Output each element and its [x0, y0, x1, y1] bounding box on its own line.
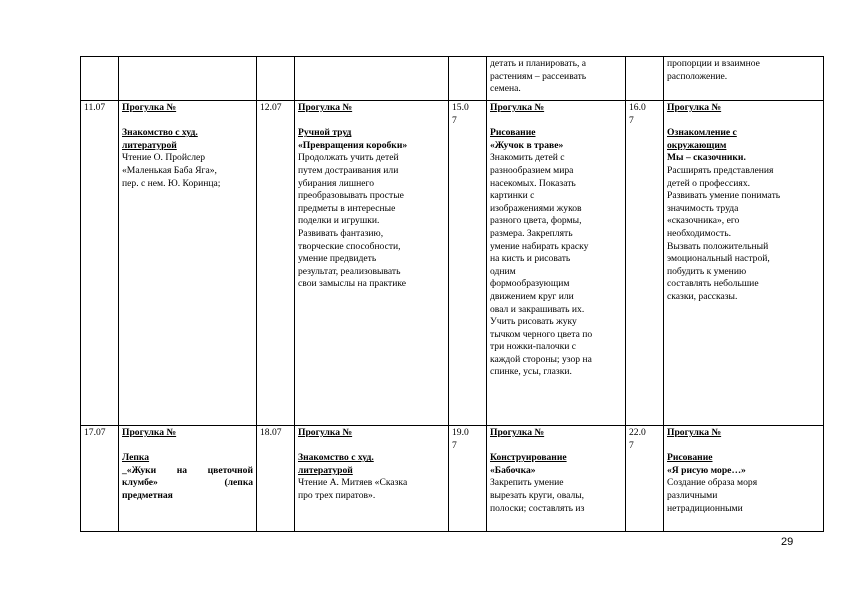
- text-line: Развивать фантазию,: [298, 227, 384, 239]
- text-line: три ножки-палочки с: [490, 341, 577, 353]
- text-line: Чтение О. Пройслер: [122, 152, 206, 164]
- text-line: детей о профессиях.: [667, 177, 751, 189]
- walk-title: Прогулка №: [122, 102, 177, 113]
- date-cell: [81, 101, 119, 426]
- text-line: движением круг или: [490, 290, 574, 302]
- walk-title: Прогулка №: [667, 427, 722, 438]
- text-line: «сказочника», его: [667, 215, 740, 227]
- date-cell: [257, 426, 295, 532]
- text-line: эмоциональный настрой,: [667, 253, 770, 265]
- date-cell: [449, 57, 487, 101]
- page-number: 29: [781, 536, 794, 548]
- text-line: растениям – рассеивать: [490, 70, 587, 82]
- text-line: Учить рисовать жуку: [490, 316, 577, 328]
- text-line: Закрепить умение: [490, 477, 564, 489]
- text-line: Развивать умение понимать: [667, 190, 781, 202]
- text-line: Знакомить детей с: [490, 152, 565, 164]
- text-line: вырезать круги, овалы,: [490, 489, 585, 501]
- weekly-plan-table: [80, 56, 824, 532]
- activity-cell: [119, 426, 257, 532]
- text-line: нетрадиционными: [667, 502, 743, 514]
- date-cell: [449, 101, 487, 426]
- activity-subtitle: «Жучок в траве»: [490, 139, 564, 151]
- activity-cell: [487, 101, 626, 426]
- walk-title: Прогулка №: [122, 427, 177, 438]
- text-line: Чтение А. Митяев «Сказка: [298, 477, 408, 489]
- date-cell: [257, 101, 295, 426]
- text-line: спинке, усы, глазки.: [490, 366, 572, 378]
- date-label: 22.0: [629, 427, 646, 438]
- text-line: каждой стороны; узор на: [490, 353, 592, 365]
- date-label: 12.07: [260, 102, 282, 113]
- text-line: изображениями жуков: [490, 202, 582, 214]
- date-label: 16.0: [629, 102, 646, 113]
- text-line: расположение.: [667, 70, 728, 82]
- text-line: убирания лишнего: [298, 177, 375, 189]
- date-cell: [626, 57, 664, 101]
- text-line: формообразующим: [490, 278, 570, 290]
- text-line: умение предвидеть: [298, 253, 377, 265]
- date-label: 7: [452, 114, 457, 126]
- date-label: 7: [629, 114, 634, 126]
- text-line: Вызвать положительный: [667, 240, 769, 252]
- text-line: полоски; составлять из: [490, 502, 585, 514]
- text-line: детать и планировать, а: [490, 58, 587, 69]
- activity-cell: [119, 101, 257, 426]
- table-row: [81, 57, 824, 101]
- text-line: сказки, рассказы.: [667, 290, 738, 302]
- date-cell: [257, 57, 295, 101]
- text-line: поделки и игрушки.: [298, 215, 380, 227]
- date-label: 7: [452, 439, 457, 451]
- text-line: картинки с: [490, 190, 535, 202]
- date-cell: [81, 426, 119, 532]
- topic-line: Знакомство с худ.: [122, 127, 198, 139]
- text-line: пропорции и взаимное: [667, 58, 760, 69]
- text-line: результат, реализовывать: [298, 265, 401, 277]
- table-row: [81, 426, 824, 532]
- text-line: разнообразием мира: [490, 164, 574, 176]
- text-line: побудить к умению: [667, 265, 747, 277]
- walk-title: Прогулка №: [490, 427, 545, 438]
- activity-subtitle: клумбе» (лепка: [122, 477, 253, 489]
- activity-subtitle: Мы – сказочники.: [667, 152, 746, 164]
- activity-subtitle: предметная: [122, 489, 173, 501]
- table-row: [81, 101, 824, 426]
- date-cell: [626, 101, 664, 426]
- text-line: размера. Закреплять: [490, 227, 573, 239]
- text-line: Создание образа моря: [667, 477, 758, 489]
- activity-cell: [295, 426, 449, 532]
- text-line: значимость труда: [667, 202, 739, 214]
- date-label: 19.0: [452, 427, 469, 438]
- activity-subtitle: «Превращения коробки»: [298, 139, 408, 151]
- text-line: про трех пиратов».: [298, 489, 376, 501]
- walk-title: Прогулка №: [667, 102, 722, 113]
- date-label: 18.07: [260, 427, 282, 438]
- topic-line: литературой: [122, 139, 177, 151]
- text-line: творческие способности,: [298, 240, 401, 252]
- activity-cell: [119, 57, 257, 101]
- text-line: Расширять представления: [667, 164, 774, 176]
- topic-line: Рисование: [490, 127, 536, 139]
- activity-cell: [295, 101, 449, 426]
- topic-line: Рисование: [667, 452, 713, 464]
- activity-cell: [487, 57, 626, 101]
- walk-title: Прогулка №: [298, 427, 353, 438]
- text-line: составлять небольшие: [667, 278, 759, 290]
- activity-cell: [664, 101, 824, 426]
- topic-line: Конструирование: [490, 452, 567, 464]
- text-line: разного цвета, формы,: [490, 215, 582, 227]
- walk-title: Прогулка №: [298, 102, 353, 113]
- date-label: 17.07: [84, 427, 106, 438]
- date-cell: [449, 426, 487, 532]
- date-label: 11.07: [84, 102, 106, 113]
- activity-subtitle: «Я рисую море…»: [667, 464, 746, 476]
- text-line: предметы в интересные: [298, 202, 396, 214]
- date-cell: [81, 57, 119, 101]
- activity-cell: [487, 426, 626, 532]
- text-line: свои замыслы на практике: [298, 278, 407, 290]
- topic-line: литературой: [298, 464, 353, 476]
- text-line: семена.: [490, 83, 521, 95]
- text-line: тычком черного цвета по: [490, 328, 593, 340]
- activity-subtitle: «Бабочка»: [490, 464, 536, 476]
- walk-title: Прогулка №: [490, 102, 545, 113]
- topic-line: Ручной труд: [298, 127, 352, 139]
- text-line: пер. с нем. Ю. Коринца;: [122, 177, 221, 189]
- topic-line: Знакомство с худ.: [298, 452, 374, 464]
- text-line: насекомых. Показать: [490, 177, 576, 189]
- text-line: различными: [667, 489, 718, 501]
- date-cell: [626, 426, 664, 532]
- text-line: путем достраивания или: [298, 164, 399, 176]
- text-line: Продолжать учить детей: [298, 152, 399, 164]
- date-label: 7: [629, 439, 634, 451]
- topic-line: Лепка: [122, 452, 150, 464]
- activity-subtitle: _«Жуки на цветочной: [122, 464, 253, 476]
- activity-cell: [664, 57, 824, 101]
- text-line: преобразовывать простые: [298, 190, 404, 202]
- text-line: необходимость.: [667, 227, 732, 239]
- text-line: «Маленькая Баба Яга»,: [122, 164, 217, 176]
- text-line: умение набирать краску: [490, 240, 589, 252]
- topic-line: окружающим: [667, 139, 727, 151]
- text-line: овал и закрашивать их.: [490, 303, 585, 315]
- text-line: на кисть и рисовать: [490, 253, 571, 265]
- text-line: одним: [490, 265, 516, 277]
- topic-line: Ознакомление с: [667, 127, 737, 139]
- activity-cell: [295, 57, 449, 101]
- activity-cell: [664, 426, 824, 532]
- date-label: 15.0: [452, 102, 469, 113]
